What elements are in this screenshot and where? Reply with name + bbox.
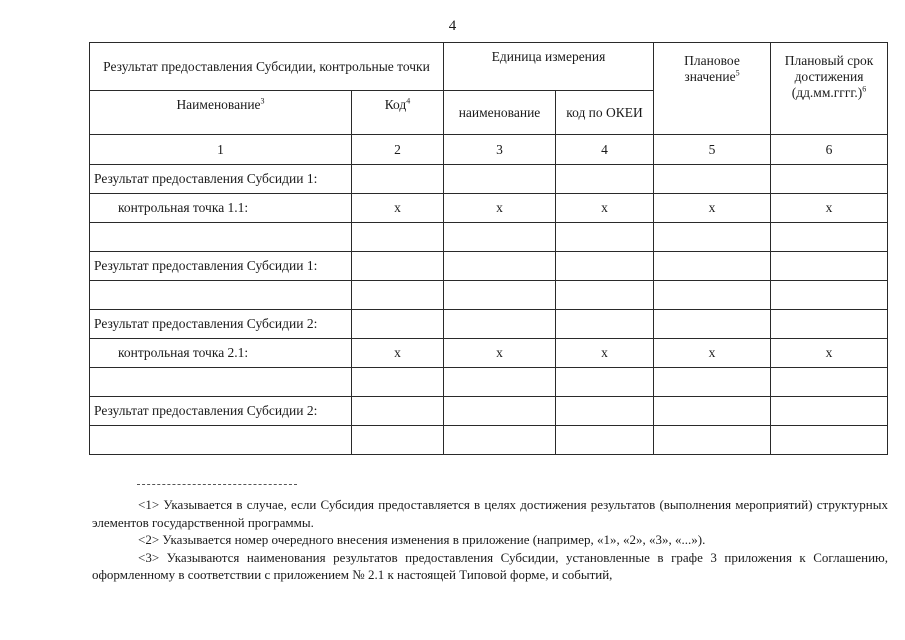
row-cell: x	[556, 194, 654, 223]
row-cell	[556, 281, 654, 310]
footnotes	[92, 496, 888, 584]
row-cell	[654, 310, 771, 339]
row-cell	[654, 223, 771, 252]
row-cell	[444, 310, 556, 339]
column-number: 6	[771, 135, 888, 165]
row-cell	[352, 281, 444, 310]
table-row	[90, 397, 888, 426]
footnote-3: <3> Указываются наименования результатов предоставления Субсидии, установленные в графе 3 приложения к Соглашению, оформленному в соответствии с приложением № 2.1 к настоящей Типовой форме, и событий,	[92, 549, 888, 582]
row-cell	[771, 310, 888, 339]
header-name	[90, 91, 352, 135]
header-deadline-sup: 6	[862, 84, 867, 94]
header-planned-value	[654, 43, 771, 135]
row-label: Результат предоставления Субсидии 1:	[90, 165, 352, 194]
header-deadline-text: Плановый срок достижения (дд.мм.гггг.)	[784, 53, 874, 100]
header-unit-group: Единица измерения	[444, 43, 654, 91]
row-cell	[771, 281, 888, 310]
row-cell	[556, 252, 654, 281]
row-cell	[352, 165, 444, 194]
row-cell: x	[444, 339, 556, 368]
row-cell	[444, 368, 556, 397]
row-cell: x	[352, 194, 444, 223]
row-cell	[654, 397, 771, 426]
row-label	[90, 426, 352, 455]
header-code	[352, 91, 444, 135]
header-planned-value-sup: 5	[735, 68, 740, 78]
header-code-text: Код	[384, 97, 407, 112]
page-number: 4	[448, 18, 457, 34]
footnote-2: <2> Указывается номер очередного внесения изменения в приложение (например, «1», «2», «3», «...»).	[138, 532, 706, 547]
row-label	[90, 223, 352, 252]
row-cell	[654, 165, 771, 194]
table-row	[90, 252, 888, 281]
header-planned-value-text: Плановое значение	[684, 53, 740, 84]
row-label	[90, 281, 352, 310]
row-cell	[352, 223, 444, 252]
column-number: 1	[90, 135, 352, 165]
row-cell	[444, 223, 556, 252]
row-cell	[556, 397, 654, 426]
header-name-sup: 3	[260, 96, 265, 106]
row-cell	[444, 426, 556, 455]
row-cell	[444, 165, 556, 194]
table-row	[90, 223, 888, 252]
row-cell: x	[352, 339, 444, 368]
row-cell	[654, 281, 771, 310]
row-cell: x	[771, 194, 888, 223]
row-cell	[352, 426, 444, 455]
footnote-1: <1> Указывается в случае, если Субсидия предоставляется в целях достижения результатов (выполнения мероприятий) структурных элементов государственной программы.	[92, 497, 888, 530]
row-cell	[444, 281, 556, 310]
row-cell: x	[556, 339, 654, 368]
row-cell	[771, 397, 888, 426]
row-cell	[771, 165, 888, 194]
row-cell	[556, 426, 654, 455]
row-cell	[556, 223, 654, 252]
row-cell	[556, 368, 654, 397]
results-table	[89, 42, 888, 455]
table-row	[90, 194, 888, 223]
row-cell	[556, 310, 654, 339]
row-label	[90, 368, 352, 397]
row-cell	[771, 252, 888, 281]
row-cell: x	[654, 194, 771, 223]
table-header	[90, 43, 888, 165]
column-number: 4	[556, 135, 654, 165]
table-row	[90, 426, 888, 455]
header-okei-code: код по ОКЕИ	[556, 91, 654, 135]
row-cell	[771, 223, 888, 252]
row-cell	[654, 252, 771, 281]
table-row	[90, 281, 888, 310]
row-cell: x	[654, 339, 771, 368]
row-cell	[352, 252, 444, 281]
row-label: Результат предоставления Субсидии 2:	[90, 397, 352, 426]
table-row	[90, 165, 888, 194]
column-number: 5	[654, 135, 771, 165]
row-label: Результат предоставления Субсидии 1:	[90, 252, 352, 281]
row-cell: x	[771, 339, 888, 368]
column-number: 2	[352, 135, 444, 165]
header-unit-name: наименование	[444, 91, 556, 135]
row-cell	[771, 368, 888, 397]
row-cell	[654, 426, 771, 455]
row-cell: x	[444, 194, 556, 223]
footnote-separator	[137, 484, 297, 485]
row-label: Результат предоставления Субсидии 2:	[90, 310, 352, 339]
row-cell	[352, 368, 444, 397]
header-result-group: Результат предоставления Субсидии, контрольные точки	[90, 43, 444, 91]
row-cell	[556, 165, 654, 194]
column-number: 3	[444, 135, 556, 165]
row-cell	[444, 252, 556, 281]
row-label: контрольная точка 2.1:	[90, 339, 352, 368]
header-code-sup: 4	[406, 96, 411, 106]
row-label: контрольная точка 1.1:	[90, 194, 352, 223]
table-row	[90, 310, 888, 339]
row-cell	[352, 397, 444, 426]
row-cell	[654, 368, 771, 397]
row-cell	[771, 426, 888, 455]
table-row	[90, 339, 888, 368]
table-body	[90, 165, 888, 455]
table-row	[90, 368, 888, 397]
header-deadline	[771, 43, 888, 135]
row-cell	[352, 310, 444, 339]
header-name-text: Наименование	[176, 97, 261, 112]
row-cell	[444, 397, 556, 426]
